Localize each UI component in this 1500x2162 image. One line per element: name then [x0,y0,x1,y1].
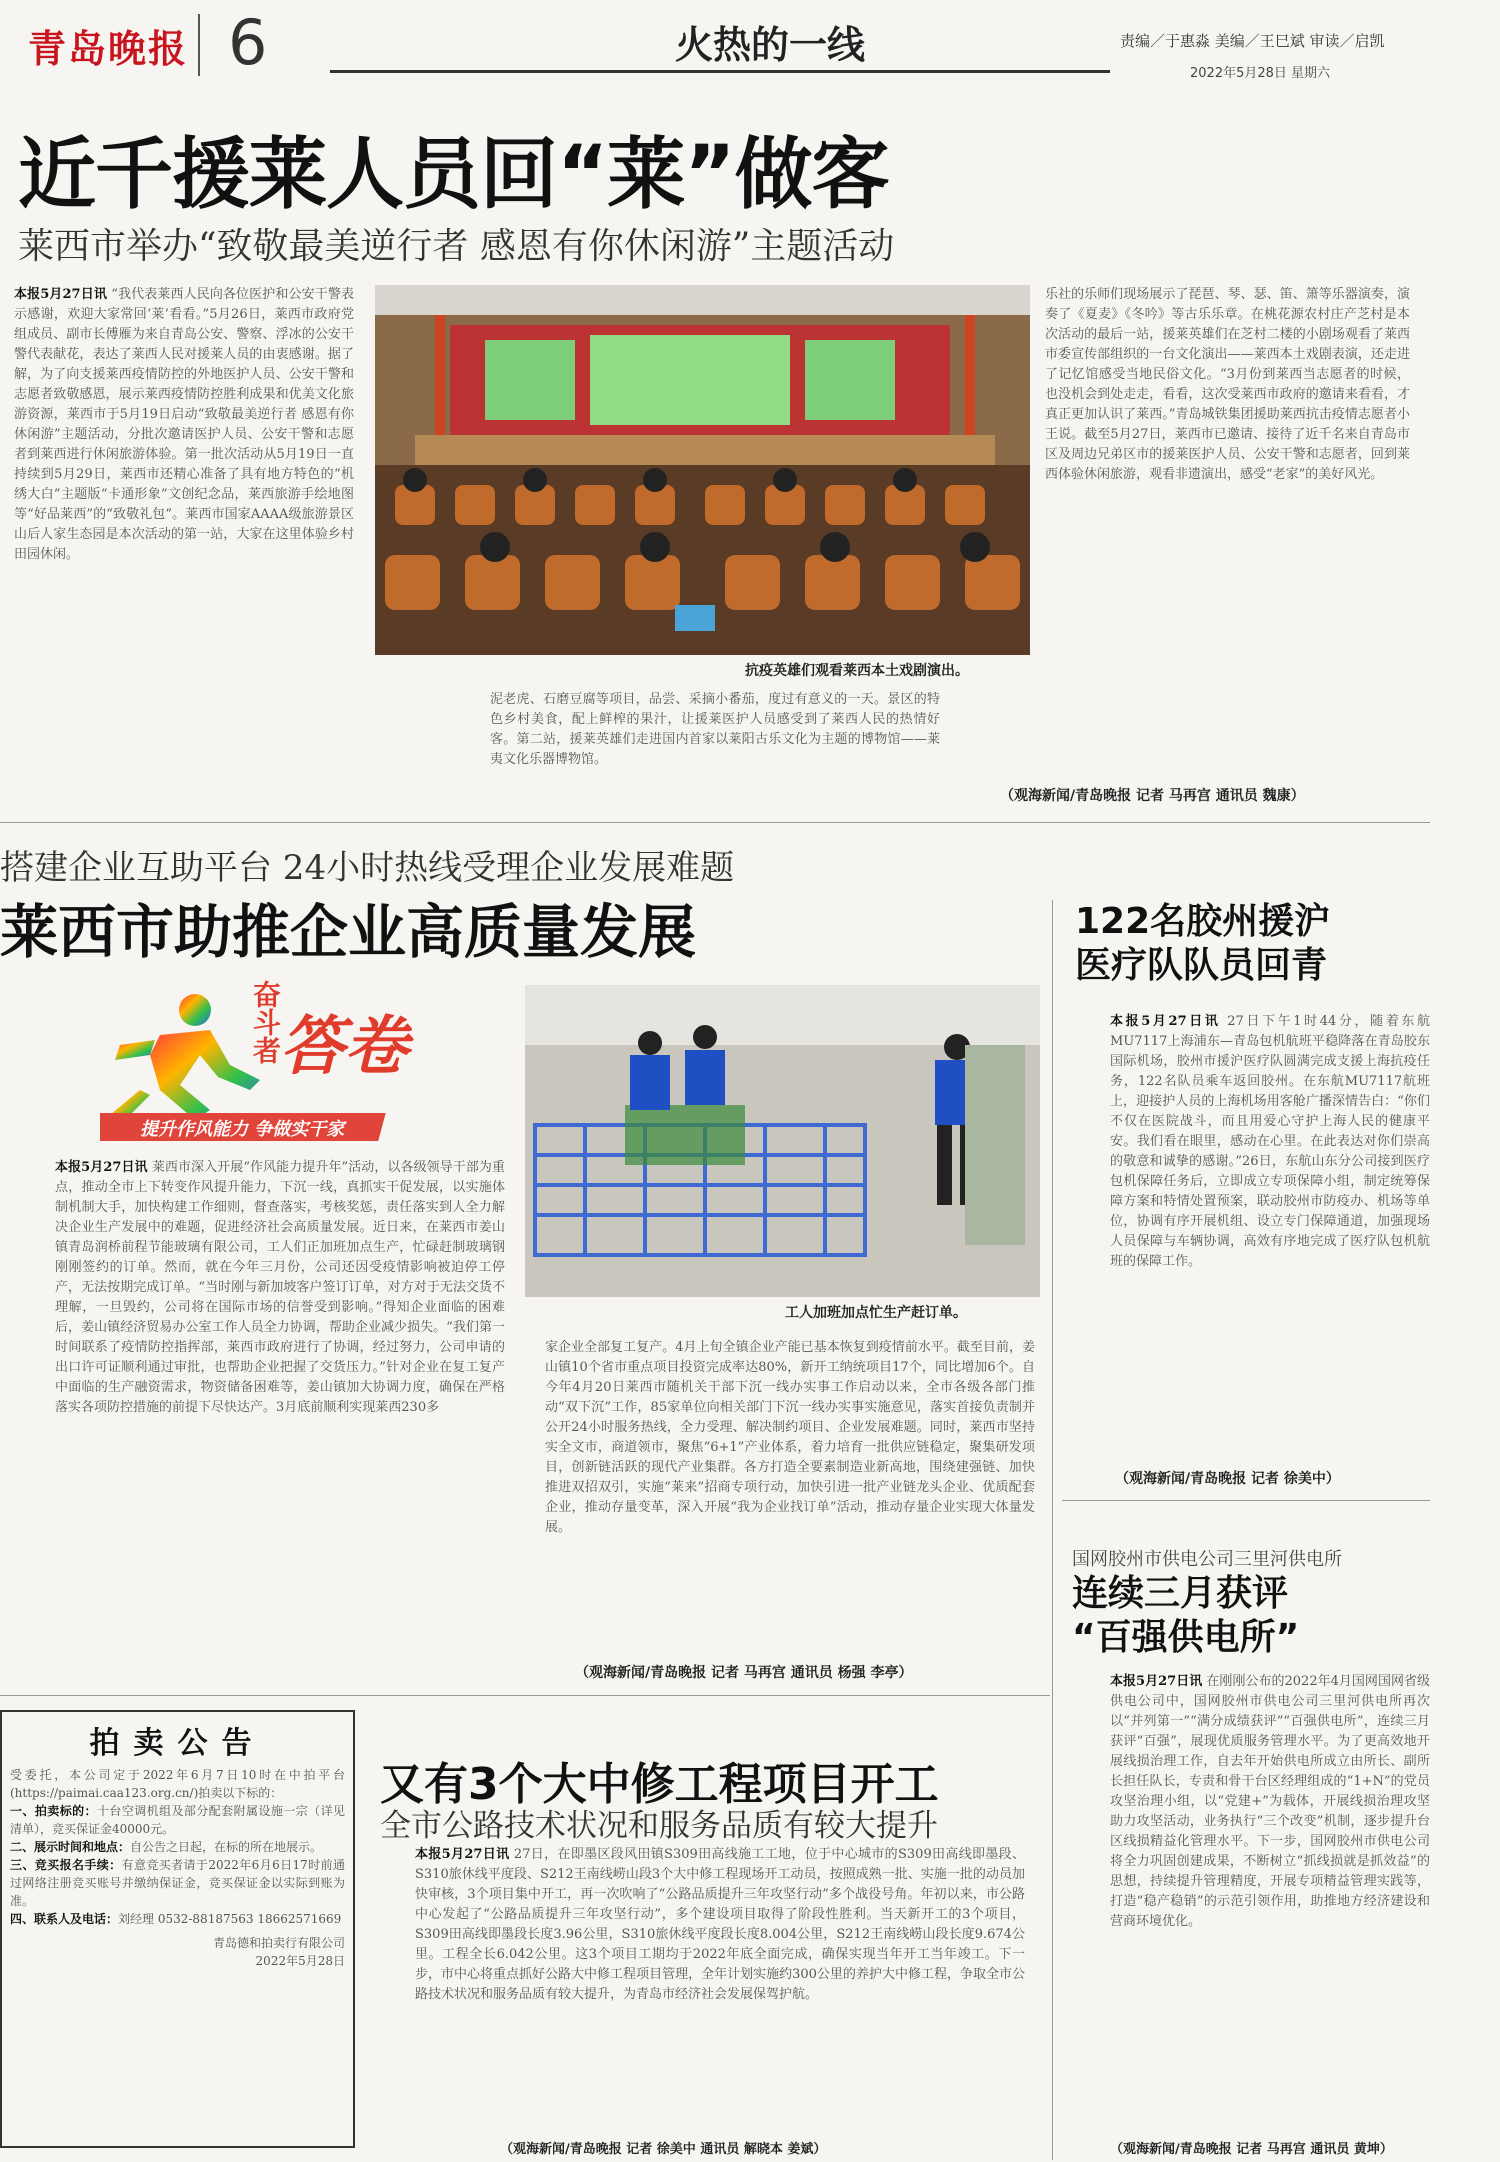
story-r2-text: 在刚刚公布的2022年4月国网国网省级供电公司中，国网胶州市供电公司三里河供电所再次以“并列第一”“满分成绩获评”“百强供电所”，连续三月获评“百强”，展现优质服务管理水平。为了更高效地开展线损治理工作，自去年开始供电所成立由所长、副所长担任队长，专责和骨干台区经理组成的“1+N”的党员攻坚治理小组，以“党建+”为载体，开展线损治理攻坚助力攻坚活动，业务执行“三个改变”机制，逐步提升台区线损精益化管理水平。下一步，国网胶州市供电公司将全力巩固创建成果，不断树立“抓线损就是抓效益”的思想，持续提升管理精度，开展专项精益管理实践等，打造“稳产稳销”的示范引领作用，助推地方经济建设和营商环境优化。 [1110,1674,1430,1929]
logo-slogan: 提升作风能力 争做实干家 [140,1119,345,1140]
masthead-rule [330,70,1110,73]
auction-item-4 [10,1910,345,1928]
dateline: 本报5月27日讯 [14,287,107,302]
story2-headline: 莱西市助推企业高质量发展 [0,898,697,966]
story1-text-1: “我代表莱西人民向各位医护和公安干警表示感谢，欢迎大家常回‘莱’看看。”5月26日，莱西市政府党组成员、副市长傅雁为来自青岛公安、警察、浮冰的公安干警代表献花，表达了莱西人民对援莱人员的由衷感谢。据了解，为了向支援莱西疫情防控的外地医护人员、公安干警和志愿者致敬感恩，展示莱西疫情防控胜利成果和优美文化旅游资源，莱西市于5月19日启动“致敬最美逆行者 感恩有你休闲游”主题活动，分批次邀请医护人员、公安干警和志愿者到莱西进行休闲旅游体验。第一批次活动从5月19日一直持续到5月29日，莱西市还精心准备了具有地方特色的“机绣大白”主题版“卡通形象”文创纪念品，莱西旅游手绘地图等“好品莱西”的“致敬礼包”。莱西市国家AAAA级旅游景区山后人家生态园是本次活动的第一站，大家在这里体验乡村田园休闲。 [14,287,354,562]
publication-date: 2022年5月28日 星期六 [1190,66,1331,81]
story-r2-headline-line1: 连续三月获评 [1072,1573,1289,1614]
story-r1-text: 27日下午1时44分，随着东航MU7117上海浦东—青岛包机航班平稳降落在青岛胶东国际机场，胶州市援沪医疗队圆满完成支援上海抗疫任务，122名队员乘车返回胶州。在东航MU7117航班上，迎接护人员的上海机场用客舱广播深情告白：“你们不仅在医院战斗，而且用爱心守护上海人民的健康平安。我们看在眼里，感动在心里。在此表达对你们崇高的敬意和诚挚的感谢。”26日，东航山东分公司接到医疗包机保障任务后，立即成立专项保障小组，制定统筹保障方案和特情处置预案，联动胶州市防疫办、机场等单位，协调有序开展机组、设立专门保障通道，加强现场人员保障与车辆协调，高效有序地完成了医疗队包机航班的保障工作。 [1110,1014,1430,1269]
story-r1-headline [1075,900,1330,988]
masthead-divider [198,14,200,76]
auction-text-2: 自公告之日起，在标的所在地展示。 [130,1840,323,1854]
story1-headline: 近千援莱人员回“莱”做客 [18,130,889,220]
story-r1-headline-line1: 122名胶州援沪 [1075,901,1331,942]
auction-intro: 受委托，本公司定于2022年6月7日10时在中拍平台(https://paimai.caa123.org.cn/)拍卖以下标的： [10,1768,345,1800]
section-rule [0,822,1430,823]
auction-body [2,1766,353,2136]
story-r1-body [1110,1012,1430,1464]
story3-subhead: 全市公路技术状况和服务品质有较大提升 [380,1808,938,1844]
story2-byline: （观海新闻/青岛晚报 记者 马再宫 通讯员 杨强 李亭） [575,1665,913,1681]
story-r1-headline-line2: 医疗队队员回青 [1075,945,1328,986]
editors-credit: 责编／于惠淼 美编／王巳斌 审读／启凯 [1120,32,1385,50]
auction-date: 2022年5月28日 [255,1954,345,1968]
auction-label-4: 四、联系人及电话： [10,1912,119,1926]
story2-text-1: 莱西市深入开展“作风能力提升年”活动，以各级领导干部为重点，推动全市上下转变作风提升能力，下沉一线，真抓实干促发展，以实施体制机制大手，加快构建工作细则，督查落实，考核奖惩，责任落实到人全力解决企业生产发展中的难题，促进经济社会高质量发展。近日来，在莱西市姜山镇青岛润桥前程节能玻璃有限公司，工人们正加班加点生产，忙碌赶制玻璃钢刚刚签约的订单。然而，就在今年三月份，公司还因受疫情影响被迫停工停产，无法按期完成订单。“当时刚与新加坡客户签订订单，对方对于无法交货不理解，一旦毁约，公司将在国际市场的信誉受到影响。”得知企业面临的困难后，姜山镇经济贸易办公室工作人员全力协调，帮助企业减少损失。“我们第一时间联系了疫情防控指挥部，莱西市政府进行了协调，经过努力，公司申请的出口许可证顺利通过审批，也帮助企业把握了交货压力。”针对企业在复工复产中面临的生产融资需求，物资储备困难等，姜山镇加大协调力度，确保在严格落实各项防控措施的前提下尽快达产。3月底前顺利实现莱西230多 [55,1160,505,1415]
story2-kicker: 搭建企业互助平台 24小时热线受理企业发展难题 [0,848,735,888]
logo-word-fendouzhe: 奋斗者 [249,980,282,1064]
story3-byline: （观海新闻/青岛晚报 记者 徐美中 通讯员 解晓本 姜斌） [500,2142,827,2157]
story1-column-3: 乐社的乐师们现场展示了琵琶、琴、瑟、笛、箫等乐器演奏，演奏了《夏麦》《冬吟》等古乐乐章。在桃花源农村庄产芝村是本次活动的最后一站，援莱英雄们在芝村二楼的小剧场观看了莱西市委宣传部组织的一台文化演出——莱西本土戏剧表演，还走进了记忆馆感受当地民俗文化。“3月份到莱西当志愿者的时候，也没机会到处走走，看看，这次受莱西市政府的邀请来看看，才真正更加认识了莱西。”青岛城铁集团援助莱西抗击疫情志愿者小王说。截至5月27日，莱西市已邀请、接待了近千名来自青岛市区及周边兄弟区市的援莱医护人员、公安干警和志愿者，回到莱西体验休闲旅游，观看非遗演出，感受“老家”的美好风光。 [1045,287,1410,482]
story-r2-byline: （观海新闻/青岛晚报 记者 马再宫 通讯员 黄坤） [1110,2142,1393,2157]
story2-column-2: 家企业全部复工复产。4月上旬全镇企业产能已基本恢复到疫情前水平。截至目前，姜山镇10个省市重点项目投资完成率达80%，新开工纳统项目17个，同比增加6个。自今年4月20日莱西市随机关干部下沉一线办实事工作启动以来，全市各级各部门推动“双下沉”工作，85家单位向相关部门下沉一线办实事实施意见，落实首接负责制并公开24小时服务热线，全力受理、解决制约项目、企业发展难题。同时，莱西市坚持实全文市，商道领市，聚焦“6+1”产业体系，着力培育一批供应链稳定，聚集研发项目，创新链活跃的现代产业集群。各方打造全要素制造业新高地，围绕建强链、加快推进双招双引，实施“莱来”招商专项行动，加快引进一批产业链龙头企业、优质配套企业，推动存量变革，深入开展“我为企业找订单”活动，推动存量企业实现大体量发展。 [545,1340,1035,1535]
event-hall-image [375,285,1030,655]
story1-column-1 [14,285,354,807]
lower-rule [0,1695,1050,1696]
dateline: 本报5月27日讯 [415,1847,510,1862]
auction-text-1: 十台空调机组及部分配套附属设施一宗（详见清单），竞买保证金40000元。 [10,1804,345,1836]
story-r2-body [1110,1672,1430,2134]
story2-column-1 [55,1158,505,1678]
column-rule [1052,900,1053,2160]
auction-label-3: 三、竞买报名手续： [10,1858,122,1872]
auction-item-1 [10,1802,345,1838]
story-r2-kicker: 国网胶州市供电公司三里河供电所 [1072,1549,1342,1570]
dateline: 本报5月27日讯 [1110,1674,1203,1689]
factory-workers-image [525,985,1040,1297]
auction-company: 青岛德和拍卖行有限公司 [212,1936,345,1950]
story3-headline: 又有3个大中修工程项目开工 [380,1759,939,1810]
auction-text-4: 刘经理 0532-88187563 18662571669 [118,1912,342,1926]
section-title: 火热的一线 [674,22,865,67]
story1-photo-caption: 抗疫英雄们观看莱西本土戏剧演出。 [745,663,969,679]
dateline: 本报5月27日讯 [55,1160,148,1175]
story2-photo-caption: 工人加班加点忙生产赶订单。 [785,1305,967,1321]
auction-label-1: 一、拍卖标的： [10,1804,97,1818]
auction-title: 拍卖公告 [89,1726,266,1761]
story3-body [415,1845,1025,2130]
auction-item-3 [10,1856,345,1910]
story-r1-byline: （观海新闻/青岛晚报 记者 徐美中） [1115,1471,1340,1487]
auction-notice [0,1710,355,2148]
auction-text-3: 有意竞买者请于2022年6月6日17时前通过网络注册竞买账号并缴纳保证金，竞买保证金以实际到账为准。 [10,1858,345,1908]
story1-column-2: 泥老虎、石磨豆腐等项目，品尝、采摘小番茄，度过有意义的一天。景区的特色乡村美食，配上鲜榨的果汁，让援莱医护人员感受到了莱西人民的热情好客。第二站，援莱英雄们走进国内首家以莱阳古乐文化为主题的博物馆——莱夷文化乐器博物馆。 [490,692,940,767]
auction-item-2 [10,1838,345,1856]
story1-byline: （观海新闻/青岛晚报 记者 马再宫 通讯员 魏康） [1000,788,1305,804]
fendouzhe-logo [100,980,440,1150]
newspaper-logo: 青岛晚报 [28,26,189,71]
story1-subhead: 莱西市举办“致敬最美逆行者 感恩有你休闲游”主题活动 [18,226,895,267]
logo-word-daijuan: 答卷 [280,1009,408,1084]
story1-photo [375,285,1030,655]
story-r2-headline-line2: “百强供电所” [1072,1617,1300,1658]
story3-text: 27日，在即墨区段风田镇S309田高线施工工地，位于中心城市的S309田高线即墨段、S310旅休线平度段、S212王南线崂山段3个大中修工程现场开工动员，按照成熟一批、实施一批的动员加快审核，3个项目集中开工，再一次吹响了“公路品质提升三年攻坚行动”多个战役号角。年初以来，市公路中心发起了“公路品质提升三年攻坚行动”，多个建设项目取得了阶段性胜利。当天新开工的3个项目，S309田高线即墨段长度3.96公里，S310旅休线平度段长度8.004公里，S212王南线崂山段长度9.674公里。工程全长6.042公里。这3个项目工期均于2022年底全面完成，确保实现当年开工当年竣工。下一步，市中心将重点抓好公路大中修工程项目管理，全年计划实施约300公里的养护大中修工程，争取全市公路技术状况和服务品质有较大提升，为青岛市经济社会发展保驾护航。 [415,1847,1025,2002]
dateline: 本报5月27日讯 [1110,1014,1221,1029]
auction-label-2: 二、展示时间和地点： [10,1840,131,1854]
masthead [0,0,1500,88]
story2-photo [525,985,1040,1297]
page-number: 6 [228,6,268,79]
right-rule [1062,1500,1430,1501]
story-r2-headline [1072,1572,1299,1660]
